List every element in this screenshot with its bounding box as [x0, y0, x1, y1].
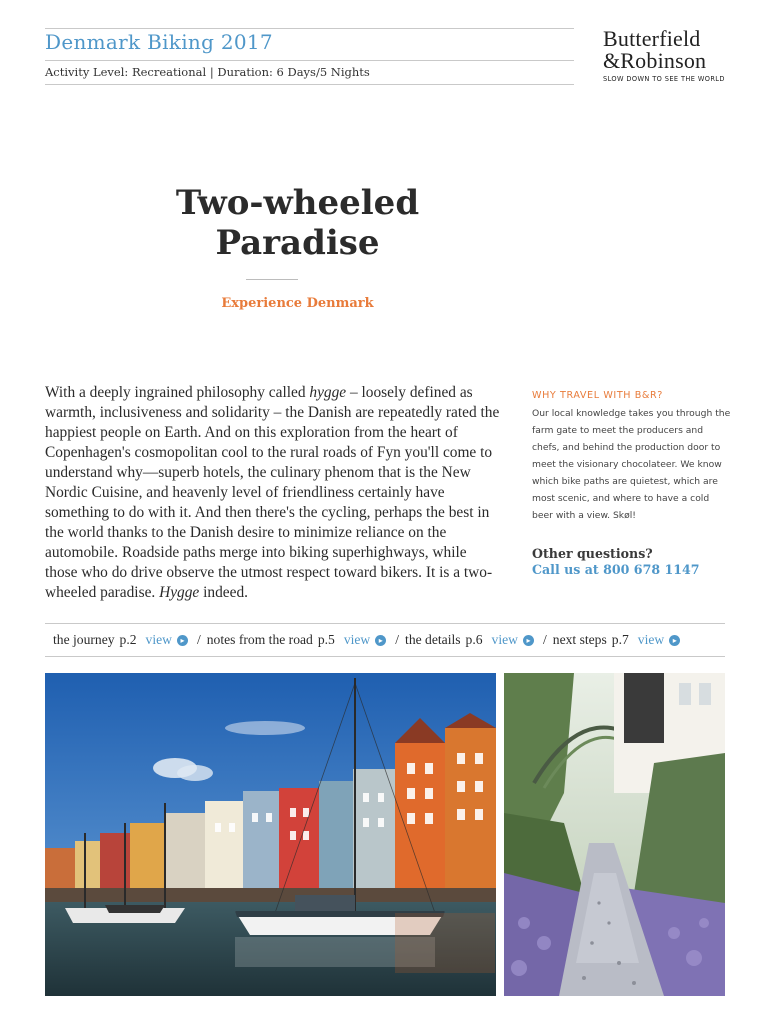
brand-name-line1: Butterfield	[603, 26, 701, 51]
brand-tagline: SLOW DOWN TO SEE THE WORLD	[603, 75, 725, 83]
call-phone-link[interactable]: Call us at 800 678 1147	[532, 562, 700, 577]
hero-subtitle: Experience Denmark	[221, 296, 374, 311]
chevron-right-circle-icon: ▸	[669, 635, 680, 646]
why-travel-body: Our local knowledge takes you through the farm gate to meet the producers and chefs, and behind the production door to meet the visionary chocolateer. We know which bike paths are quietest, which are most scenic, and where to have a cold beer with a view. Skøl!	[532, 408, 731, 521]
hero-divider	[246, 279, 298, 280]
nyhavn-harbour-photo	[45, 673, 496, 996]
nav-view-next-steps-text: view	[637, 632, 665, 647]
chevron-right-circle-icon: ▸	[523, 635, 534, 646]
header-rule-bottom	[45, 84, 574, 85]
chevron-right-circle-icon: ▸	[375, 635, 386, 646]
contact-block	[532, 546, 742, 577]
nav-label-details: the details	[405, 632, 461, 647]
nav-view-details-link[interactable]	[492, 632, 534, 648]
why-travel-sidebar	[532, 390, 732, 524]
nav-page-details: p.6	[465, 632, 483, 647]
intro-paragraph	[45, 383, 500, 603]
garden-path-photo	[504, 673, 725, 996]
hero-title	[120, 183, 475, 263]
intro-text-3: indeed.	[199, 584, 248, 601]
nav-view-next-steps-link[interactable]	[638, 632, 680, 648]
nav-separator: /	[542, 632, 547, 647]
questions-label: Other questions?	[532, 546, 653, 561]
nav-view-notes-link[interactable]	[344, 632, 386, 648]
hero-title-line1: Two-wheeled	[175, 183, 420, 223]
nav-view-notes-text: view	[343, 632, 371, 647]
nav-label-next-steps: next steps	[552, 632, 607, 647]
brand-logo	[603, 28, 733, 83]
intro-hygge-1: hygge	[309, 384, 347, 401]
nav-separator: /	[196, 632, 201, 647]
header-rule-top	[45, 28, 574, 29]
nav-view-journey-link[interactable]	[146, 632, 188, 648]
nav-separator: /	[395, 632, 400, 647]
section-nav	[45, 623, 725, 657]
hero-title-line2: Paradise	[215, 223, 380, 263]
intro-text-2: – loosely defined as warmth, inclusiveness and solidarity – the Danish are repeatedly rated the happiest people on Earth. And on this exploration from the heart of Copenhagen's cosmopolitan cool to the rural roads of Fyn you'll come to understand why—superb hotels, the culinary phenom that is the New Nordic Cuisine, and heavenly level of friendliness certainly have something to do with it. And then there's the cycling, perhaps the best in the world thanks to the Danish desire to minimize reliance on the automobile. Roadside paths merge into biking superhighways, while those who do drive observe the utmost respect toward bikers. It is a two-wheeled paradise.	[45, 384, 500, 601]
nav-view-details-text: view	[491, 632, 518, 647]
intro-hygge-2: Hygge	[159, 584, 200, 601]
header-rule-middle	[45, 60, 574, 61]
trip-meta: Activity Level: Recreational | Duration: 6 Days/5 Nights	[45, 65, 370, 79]
chevron-right-circle-icon: ▸	[177, 635, 188, 646]
why-travel-heading: WHY TRAVEL WITH B&R?	[532, 390, 663, 401]
nav-label-notes: notes from the road	[206, 632, 313, 647]
intro-text-1: With a deeply ingrained philosophy called	[45, 384, 310, 401]
nav-page-notes: p.5	[317, 632, 335, 647]
brand-name-line2: &Robinson	[603, 48, 707, 73]
nav-view-journey-text: view	[145, 632, 172, 647]
nav-page-next-steps: p.7	[611, 632, 629, 647]
trip-title: Denmark Biking 2017	[45, 30, 273, 54]
nav-page-journey: p.2	[119, 632, 137, 647]
nav-label-journey: the journey	[53, 632, 115, 647]
